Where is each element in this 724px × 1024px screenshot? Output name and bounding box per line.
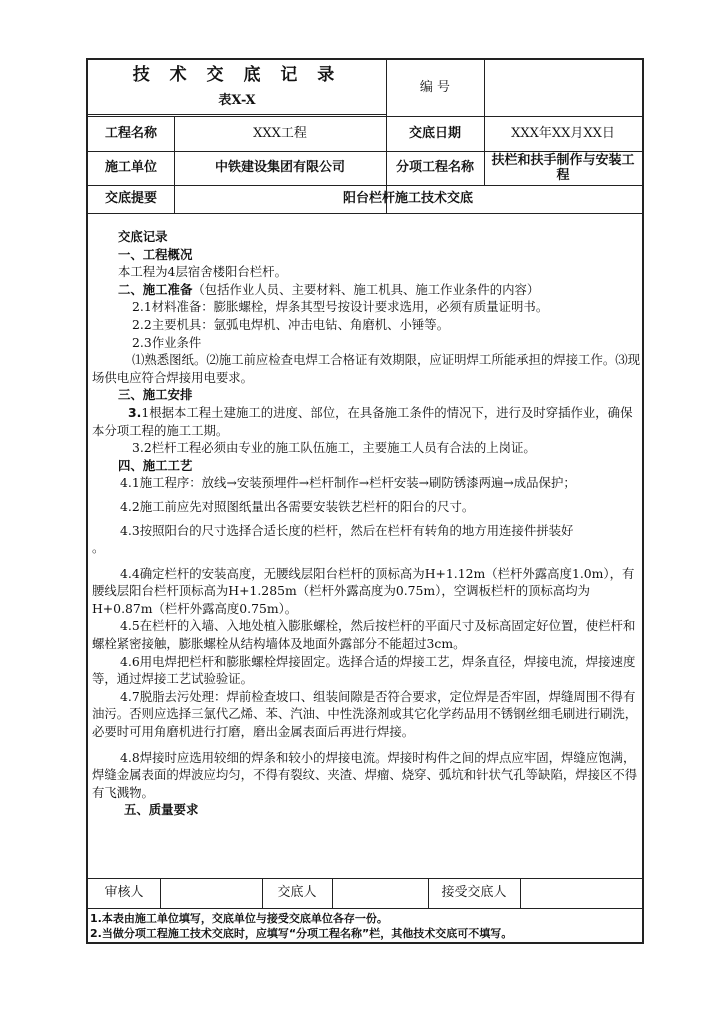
project-name-value[interactable]: XXX工程: [253, 125, 307, 141]
divider: [88, 114, 386, 115]
section-4-5: 4.5在栏杆的入墙、入地处植入膨胀螺栓，然后按栏杆的平面尺寸及标高固定好位置，使栏杆和螺栓紧密接触，膨胀螺栓从结构墙体及地面外露部分不能超过3cm。: [92, 618, 636, 652]
construction-unit-value[interactable]: 中铁建设集团有限公司: [214, 160, 345, 175]
section-2-title: 二、施工准备: [118, 281, 193, 297]
disclosure-record: [92, 228, 642, 819]
section-2-note: （包括作业人员、主要材料、施工机具、施工作业条件的内容）: [192, 281, 540, 297]
technical-disclosure-form: [86, 58, 644, 944]
form-title: 技 术 交 底 记 录: [132, 65, 342, 85]
section-4-title: 四、施工工艺: [118, 457, 193, 473]
section-5-title: 五、质量要求: [124, 802, 199, 818]
section-3-1-line: [92, 404, 642, 439]
summary-value[interactable]: 阳台栏杆施工技术交底: [342, 191, 473, 206]
serial-number-label: 编 号: [419, 80, 451, 95]
reviewer-value[interactable]: [160, 878, 262, 908]
disclosure-date-value[interactable]: XXX年XX月XX日: [511, 125, 615, 141]
section-3-2: 3.2栏杆工程必须由专业的施工队伍施工，主要施工人员有合法的上岗证。: [132, 440, 536, 456]
section-4-3-tail: 。: [92, 540, 105, 556]
receiver-value[interactable]: [520, 878, 642, 908]
subproject-name-label: 分项工程名称: [395, 160, 474, 175]
section-4-8: 4.8焊接时应选用较细的焊条和较小的焊接电流。焊接时构件之间的焊点应牢固，焊缝应饱满，焊缝金属表面的焊波应均匀，不得有裂纹、夹渣、焊瘤、烧穿、弧坑和针状气孔等缺陷，焊接区不得有飞溅物。: [92, 749, 638, 800]
discloser-label: 交底人: [277, 885, 317, 900]
subproject-name-value[interactable]: 扶栏和扶手制作与安装工程: [491, 153, 635, 183]
serial-number-value[interactable]: [484, 60, 642, 116]
discloser-value[interactable]: [332, 878, 428, 908]
note-2: 2.当做分项工程施工技术交底时，应填写“分项工程名称”栏，其他技术交底可不填写。: [90, 927, 513, 940]
record-heading: 交底记录: [118, 229, 168, 244]
reviewer-label: 审核人: [104, 885, 144, 900]
project-name-label: 工程名称: [104, 125, 157, 141]
section-1-title: 一、工程概况: [118, 246, 193, 262]
section-2-3: 2.3作业条件: [132, 334, 202, 350]
section-3-1: 1根据本工程土建施工的进度、部位，在具备施工条件的情况下，进行及时穿插作业，确保本分项工程的施工工期。: [92, 404, 633, 438]
section-3-title: 三、施工安排: [118, 387, 193, 403]
section-4-4: 4.4确定栏杆的安装高度，无腰线层阳台栏杆的顶标高为H+1.12m（栏杆外露高度1.0m），有腰线层阳台栏杆顶标高为H+1.285m（栏杆外露高度为0.75m），空调板栏杆的顶标高均为H+0.87m（栏杆外露高度0.75m）。: [92, 565, 635, 616]
section-2-4: ⑴熟悉图纸。⑵施工前应检查电焊工合格证有效期限，应证明焊工所能承担的焊接工作。⑶现场供电应符合焊接用电要求。: [92, 352, 641, 385]
section-2-2: 2.2主要机具：氩弧电焊机、冲击电钻、角磨机、小锤等。: [132, 316, 450, 332]
construction-unit-label: 施工单位: [104, 160, 157, 175]
disclosure-date-label: 交底日期: [408, 125, 461, 141]
section-4-7: 4.7脱脂去污处理：焊前检查坡口、组装间隙是否符合要求，定位焊是否牢固，焊缝周围不得有油污。否则应选择三氯代乙烯、苯、汽油、中性洗涤剂或其它化学药品用不锈钢丝细毛刷进行刷洗，必要时可用角磨机进行打磨，磨出金属表面后再进行焊接。: [92, 688, 638, 740]
section-1-text: 本工程为4层宿舍楼阳台栏杆。: [118, 264, 287, 280]
spacer: [92, 741, 642, 749]
section-4-2: 4.2施工前应先对照图纸量出各需要安装铁艺栏杆的阳台的尺寸。: [120, 498, 475, 514]
note-1: 1.本表由施工单位填写，交底单位与接受交底单位各存一份。: [90, 912, 388, 925]
summary-label: 交底提要: [104, 191, 157, 206]
divider: [88, 908, 642, 909]
divider: [88, 213, 642, 214]
spacer: [92, 557, 642, 565]
section-4-1: 4.1施工程序：放线→安装预埋件→栏杆制作→栏杆安装→刷防锈漆两遍→成品保护；: [120, 475, 576, 491]
section-4-3: 4.3按照阳台的尺寸选择合适长度的栏杆，然后在栏杆有转角的地方用连接件拼装好: [120, 522, 574, 538]
section-3-1-num: 3.: [128, 404, 142, 420]
receiver-label: 接受交底人: [441, 885, 507, 900]
section-4-6: 4.6用电焊把栏杆和膨胀螺栓焊接固定。选择合适的焊接工艺，焊条直径，焊接电流，焊接速度等，通过焊接工艺试验验证。: [92, 653, 636, 687]
section-2-1: 2.1材料准备：膨胀螺栓，焊条其型号按设计要求选用，必须有质量证明书。: [132, 299, 549, 315]
section-2-title-line: [92, 281, 642, 299]
form-number: 表X-X: [218, 93, 256, 108]
